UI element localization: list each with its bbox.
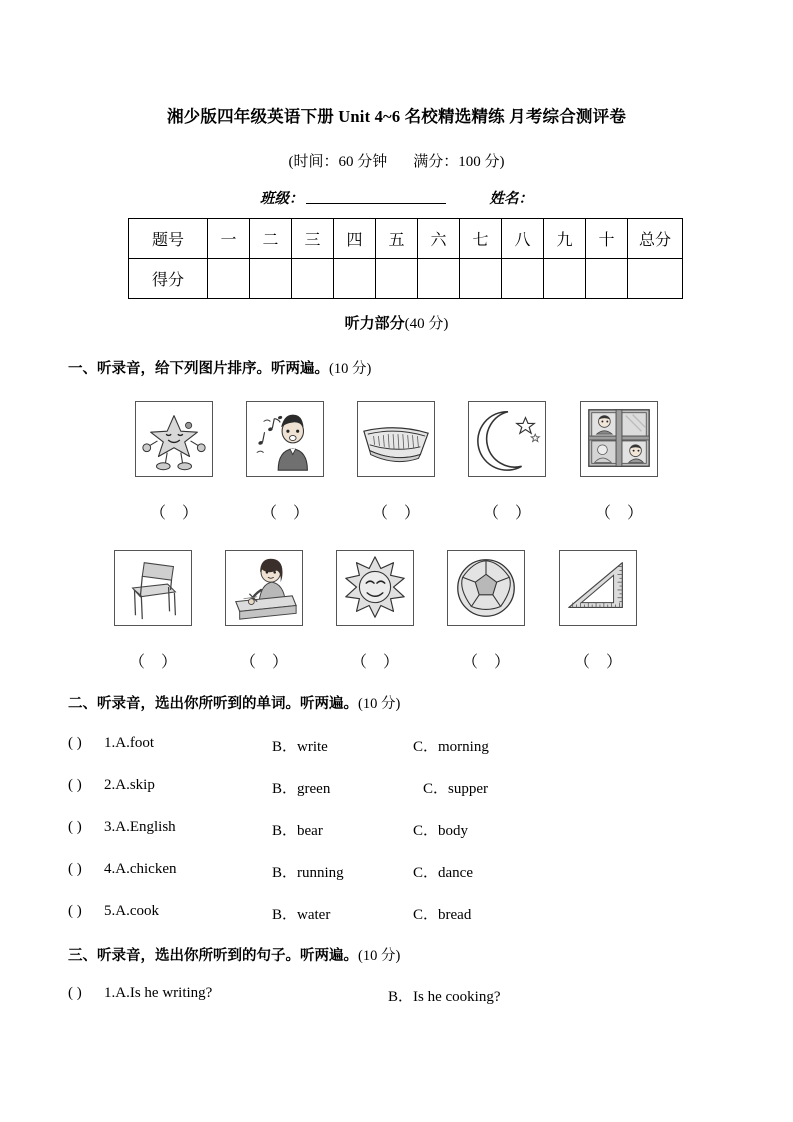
section-3-points: (10 分) xyxy=(358,948,401,964)
score-table-col-total: 总分 xyxy=(628,219,683,259)
girl-writing-icon xyxy=(226,551,302,625)
answer-bracket-2-5[interactable]: ( ) xyxy=(68,903,82,919)
score-cell-1[interactable] xyxy=(208,259,250,299)
score-cell-2[interactable] xyxy=(250,259,292,299)
picture-moon-star xyxy=(468,401,546,477)
picture-girl-writing xyxy=(225,550,303,626)
star-cartoon-icon xyxy=(136,402,212,476)
boy-singing-icon xyxy=(247,402,323,476)
question-2-3[interactable] xyxy=(68,819,748,841)
answer-blank-2-3[interactable]: （ ） xyxy=(350,654,399,671)
name-label: 姓名： xyxy=(489,191,533,207)
answer-blank-1-1[interactable]: （ ） xyxy=(149,505,198,522)
picture-triangle-ruler xyxy=(559,550,637,626)
picture-boat xyxy=(357,401,435,477)
section-1-number: 一、 xyxy=(68,361,97,377)
answer-blank-2-5[interactable]: （ ） xyxy=(573,654,622,671)
section-2-heading xyxy=(68,692,400,713)
option-b-2-3[interactable]: B．bear xyxy=(272,823,323,839)
section-1-text: 听录音，给下列图片排序。听两遍。 xyxy=(97,361,329,377)
answer-blank-2-2[interactable]: （ ） xyxy=(239,654,288,671)
answer-bracket-3-1[interactable]: ( ) xyxy=(68,985,82,1001)
answer-blank-2-1[interactable]: （ ） xyxy=(128,654,177,671)
option-c-2-3[interactable]: C．body xyxy=(413,823,469,839)
score-table-col-1: 一 xyxy=(208,219,250,259)
exam-meta-line xyxy=(0,150,793,171)
section-2-number: 二、 xyxy=(68,696,97,712)
answer-bracket-2-4[interactable]: ( ) xyxy=(68,861,82,877)
score-cell-5[interactable] xyxy=(376,259,418,299)
score-table-col-8: 八 xyxy=(502,219,544,259)
option-b-3-1[interactable]: B．Is he cooking? xyxy=(388,989,501,1005)
option-c-2-1[interactable]: C．morning xyxy=(413,739,489,755)
score-table-col-3: 三 xyxy=(292,219,334,259)
score-table-col-10: 十 xyxy=(586,219,628,259)
score-cell-6[interactable] xyxy=(418,259,460,299)
option-a-2-3[interactable]: 3.A.English xyxy=(104,819,176,835)
exam-duration: (时间：60 分钟 xyxy=(288,154,388,170)
page-title: 湘少版四年级英语下册 Unit 4~6 名校精选精练 月考综合测评卷 xyxy=(166,107,627,126)
answer-blank-2-4[interactable]: （ ） xyxy=(461,654,510,671)
boat-icon xyxy=(358,402,434,476)
option-a-3-1[interactable]: 1.A.Is he writing? xyxy=(104,985,213,1001)
option-a-2-5[interactable]: 5.A.cook xyxy=(104,903,159,919)
option-c-2-2[interactable]: C．supper xyxy=(423,781,488,797)
option-b-2-5[interactable]: B．water xyxy=(272,907,331,923)
football-icon xyxy=(448,551,524,625)
option-a-2-2[interactable]: 2.A.skip xyxy=(104,777,155,793)
answer-bracket-2-2[interactable]: ( ) xyxy=(68,777,82,793)
score-cell-total[interactable] xyxy=(628,259,683,299)
option-a-2-4[interactable]: 4.A.chicken xyxy=(104,861,177,877)
score-table-col-9: 九 xyxy=(544,219,586,259)
table-row-scores xyxy=(129,259,683,299)
section-3-heading xyxy=(68,944,400,965)
score-table-col-7: 七 xyxy=(460,219,502,259)
listening-part-label: 听力部分 xyxy=(344,315,405,332)
option-c-2-5[interactable]: C．bread xyxy=(413,907,472,923)
answer-bracket-2-1[interactable]: ( ) xyxy=(68,735,82,751)
section-3-number: 三、 xyxy=(68,948,97,964)
question-2-4[interactable] xyxy=(68,861,748,883)
option-b-2-4[interactable]: B．running xyxy=(272,865,344,881)
triangle-ruler-icon xyxy=(560,551,636,625)
option-b-2-2[interactable]: B．green xyxy=(272,781,331,797)
score-table-col-5: 五 xyxy=(376,219,418,259)
score-table-col-2: 二 xyxy=(250,219,292,259)
window-children-icon xyxy=(581,402,657,476)
exam-full-score: 满分：100 分) xyxy=(413,154,505,170)
sun-face-icon xyxy=(337,551,413,625)
moon-star-icon xyxy=(469,402,545,476)
question-2-1[interactable] xyxy=(68,735,748,757)
class-label: 班级： xyxy=(260,191,304,207)
option-c-2-4[interactable]: C．dance xyxy=(413,865,473,881)
picture-window-children xyxy=(580,401,658,477)
score-cell-8[interactable] xyxy=(502,259,544,299)
question-2-2[interactable] xyxy=(68,777,748,799)
score-table-col-4: 四 xyxy=(334,219,376,259)
section-3-text: 听录音，选出你所听到的句子。听两遍。 xyxy=(97,948,358,964)
chair-icon xyxy=(115,551,191,625)
question-2-5[interactable] xyxy=(68,903,748,925)
listening-part-points: (40 分) xyxy=(404,316,449,332)
score-cell-4[interactable] xyxy=(334,259,376,299)
answer-blank-1-5[interactable]: （ ） xyxy=(594,505,643,522)
score-cell-3[interactable] xyxy=(292,259,334,299)
answer-blank-1-2[interactable]: （ ） xyxy=(260,505,309,522)
picture-football xyxy=(447,550,525,626)
section-2-text: 听录音，选出你所听到的单词。听两遍。 xyxy=(97,696,358,712)
score-cell-10[interactable] xyxy=(586,259,628,299)
score-table-col-6: 六 xyxy=(418,219,460,259)
picture-star-cartoon xyxy=(135,401,213,477)
option-b-2-1[interactable]: B．write xyxy=(272,739,328,755)
score-table-row-header-score: 得分 xyxy=(129,259,208,299)
answer-blank-1-3[interactable]: （ ） xyxy=(371,505,420,522)
score-table xyxy=(128,218,683,299)
section-1-points: (10 分) xyxy=(329,361,372,377)
question-3-1[interactable] xyxy=(68,985,748,1007)
class-input-rule[interactable] xyxy=(306,190,446,204)
table-row-question-numbers xyxy=(129,219,683,259)
option-a-2-1[interactable]: 1.A.foot xyxy=(104,735,154,751)
picture-sun-face xyxy=(336,550,414,626)
score-table-row-header-question: 题号 xyxy=(129,219,208,259)
student-id-line xyxy=(0,187,793,208)
answer-bracket-2-3[interactable]: ( ) xyxy=(68,819,82,835)
score-cell-9[interactable] xyxy=(544,259,586,299)
section-2-points: (10 分) xyxy=(358,696,401,712)
listening-part-heading xyxy=(0,312,793,333)
picture-boy-singing xyxy=(246,401,324,477)
picture-chair xyxy=(114,550,192,626)
score-cell-7[interactable] xyxy=(460,259,502,299)
answer-blank-1-4[interactable]: （ ） xyxy=(482,505,531,522)
section-1-heading xyxy=(68,357,371,378)
